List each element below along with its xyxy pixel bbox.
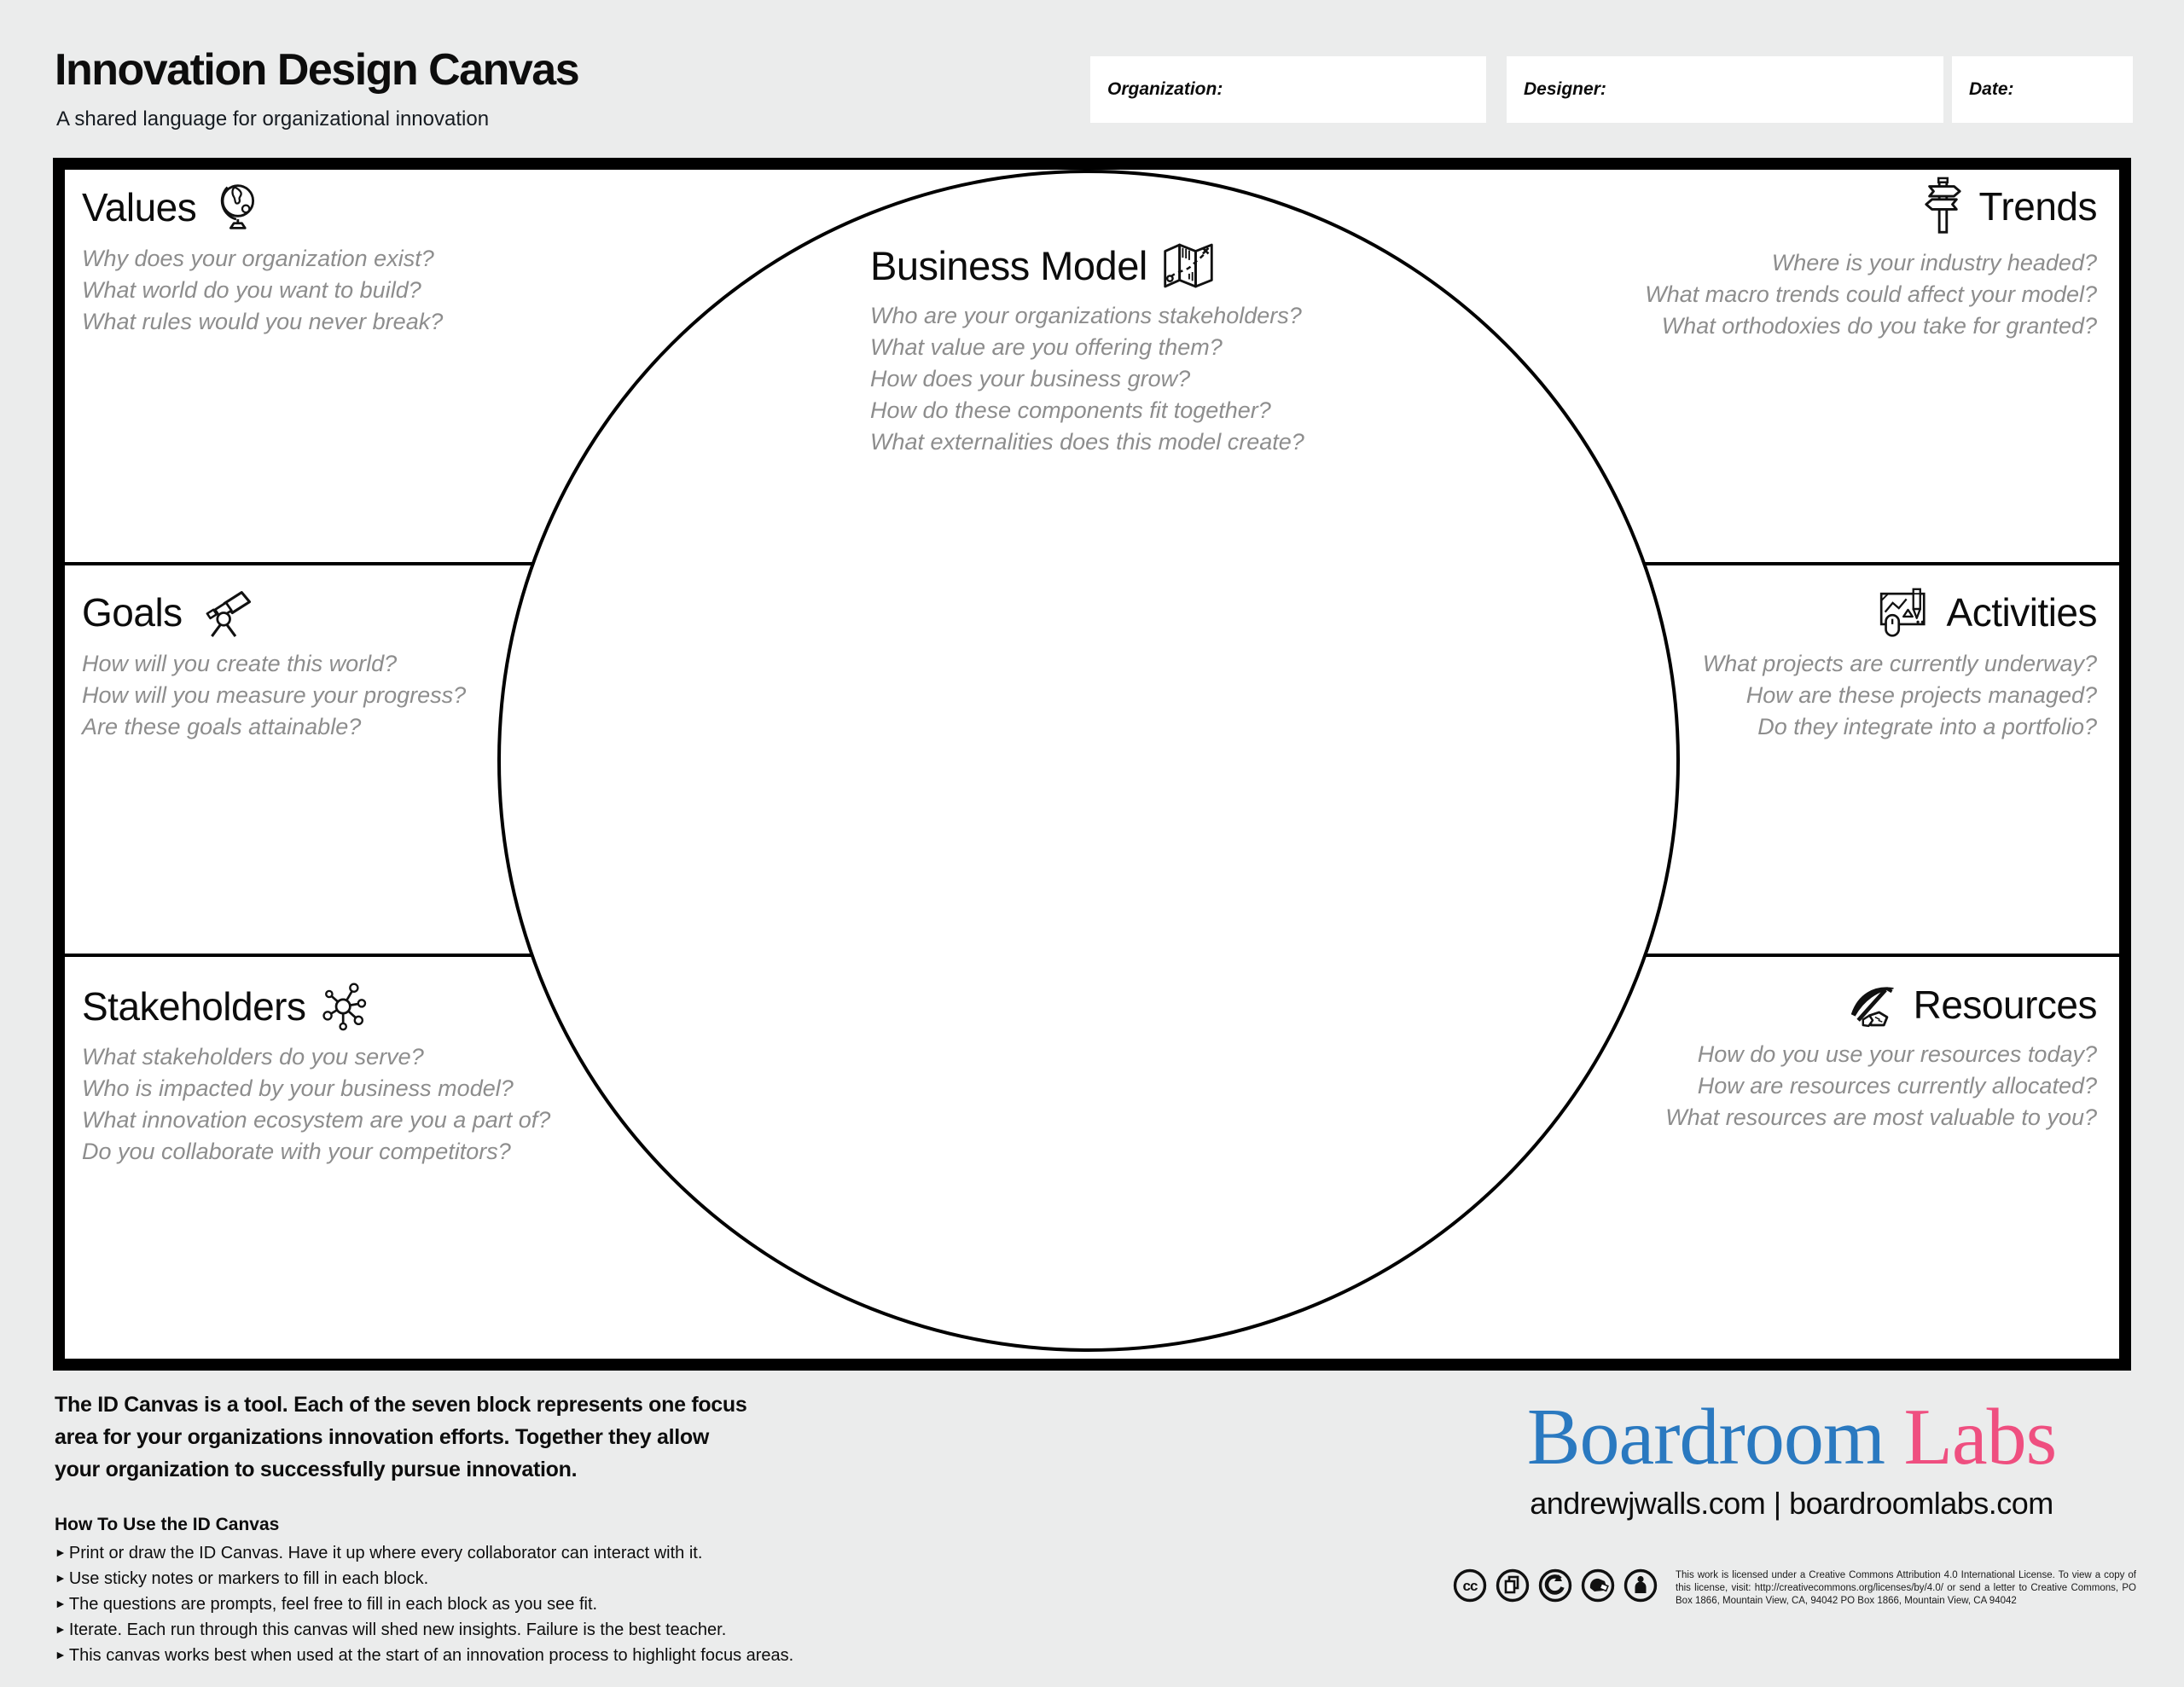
activities-title: Activities bbox=[1946, 590, 2097, 635]
page-subtitle: A shared language for organizational innovation bbox=[56, 107, 490, 130]
howto-item: ► Iterate. Each run through this canvas will shed new insights. Failure is the best teacher. bbox=[55, 1620, 727, 1639]
organization-label: Organization: bbox=[1107, 79, 1223, 99]
redo-arrow-icon bbox=[1537, 1568, 1573, 1603]
cc-icon bbox=[1452, 1568, 1488, 1603]
license-text: This work is licensed under a Creative Commons Attribution 4.0 International License. To view a copy of this license, visit: http://creativecommons.org/licenses/by/4.0/ or send a letter to Creative Commons, PO Box 1866, Mountain View, CA, 94042 PO Box 1866, Mountain View, CA 94042 bbox=[1676, 1570, 2136, 1606]
brand-logo bbox=[1442, 1393, 2141, 1481]
designer-field[interactable] bbox=[1507, 56, 1943, 123]
question-text: What externalities does this model create? bbox=[870, 429, 1304, 455]
signpost-icon bbox=[1920, 177, 1966, 237]
question-text: Do you collaborate with your competitors? bbox=[82, 1139, 511, 1164]
copy-icon bbox=[1495, 1568, 1531, 1603]
question-text: How will you measure your progress? bbox=[82, 682, 467, 708]
brand-domains: andrewjwalls.com | boardroomlabs.com bbox=[1530, 1485, 2053, 1521]
intro-line: area for your organizations innovation efforts. Together they allow bbox=[55, 1425, 710, 1449]
question-text: Who is impacted by your business model? bbox=[82, 1075, 514, 1101]
stakeholders-title: Stakeholders bbox=[82, 983, 306, 1029]
license-icons bbox=[1452, 1568, 1658, 1603]
canvas-intro-text bbox=[55, 1388, 747, 1486]
question-text: Why does your organization exist? bbox=[82, 246, 434, 271]
goals-block bbox=[82, 588, 466, 743]
pickaxe-icon bbox=[1847, 982, 1900, 1029]
question-text: What projects are currently underway? bbox=[1702, 651, 2097, 676]
values-title: Values bbox=[82, 184, 197, 229]
svg-text:cc: cc bbox=[1462, 1578, 1478, 1594]
question-text: What value are you offering them? bbox=[870, 334, 1223, 360]
innovation-design-canvas bbox=[53, 158, 2131, 1371]
goals-title: Goals bbox=[82, 590, 183, 635]
page-title: Innovation Design Canvas bbox=[55, 45, 579, 95]
remix-icon bbox=[1580, 1568, 1616, 1603]
question-text: What world do you want to build? bbox=[82, 277, 421, 303]
resources-block bbox=[1665, 982, 2097, 1133]
date-field[interactable] bbox=[1952, 56, 2133, 123]
triangle-bullet-icon: ► bbox=[55, 1571, 67, 1585]
question-text: How will you create this world? bbox=[82, 651, 398, 676]
trends-title: Trends bbox=[1978, 184, 2097, 229]
business-model-title: Business Model bbox=[870, 242, 1147, 288]
brand-name-primary: Boardroom bbox=[1526, 1393, 1885, 1481]
designer-label: Designer: bbox=[1524, 79, 1606, 99]
howto-title: How To Use the ID Canvas bbox=[55, 1515, 280, 1534]
howto-item: ► The questions are prompts, feel free to fill in each block as you see fit. bbox=[55, 1595, 598, 1614]
question-text: What stakeholders do you serve? bbox=[82, 1044, 424, 1070]
question-text: How are resources currently allocated? bbox=[1697, 1073, 2097, 1099]
question-text: What resources are most valuable to you? bbox=[1665, 1104, 2097, 1130]
network-icon bbox=[320, 982, 369, 1031]
howto-item: ► Print or draw the ID Canvas. Have it up where every collaborator can interact with it. bbox=[55, 1544, 703, 1562]
triangle-bullet-icon: ► bbox=[55, 1622, 67, 1636]
question-text: What rules would you never break? bbox=[82, 309, 444, 334]
triangle-bullet-icon: ► bbox=[55, 1545, 67, 1559]
resources-title: Resources bbox=[1913, 983, 2097, 1028]
values-block bbox=[82, 182, 443, 338]
telescope-icon bbox=[196, 588, 254, 638]
howto-list bbox=[55, 1540, 793, 1668]
brand-name-secondary: Labs bbox=[1903, 1393, 2057, 1481]
stakeholders-block bbox=[82, 982, 550, 1168]
intro-line: The ID Canvas is a tool. Each of the seven block represents one focus bbox=[55, 1393, 747, 1417]
date-label: Date: bbox=[1969, 79, 2014, 99]
triangle-bullet-icon: ► bbox=[55, 1597, 67, 1610]
activities-block bbox=[1703, 588, 2097, 743]
howto-item: ► Use sticky notes or markers to fill in each block. bbox=[55, 1569, 429, 1588]
map-icon bbox=[1161, 241, 1216, 290]
question-text: How are these projects managed? bbox=[1745, 682, 2097, 708]
question-text: What orthodoxies do you take for granted? bbox=[1661, 313, 2097, 339]
trends-block bbox=[1645, 177, 2097, 342]
question-text: What innovation ecosystem are you a part of? bbox=[82, 1107, 551, 1133]
question-text: Who are your organizations stakeholders? bbox=[870, 303, 1302, 328]
question-text: Are these goals attainable? bbox=[82, 714, 362, 739]
question-text: Do they integrate into a portfolio? bbox=[1757, 714, 2097, 739]
organization-field[interactable] bbox=[1090, 56, 1486, 123]
business-model-block bbox=[870, 241, 1304, 458]
question-text: How do these components fit together? bbox=[870, 397, 1271, 423]
attribution-icon bbox=[1623, 1568, 1658, 1603]
question-text: How does your business grow? bbox=[870, 366, 1191, 391]
question-text: What macro trends could affect your model? bbox=[1645, 281, 2097, 307]
whiteboard-icon bbox=[1875, 588, 1933, 638]
question-text: How do you use your resources today? bbox=[1697, 1041, 2097, 1067]
globe-icon bbox=[210, 182, 261, 233]
triangle-bullet-icon: ► bbox=[55, 1648, 67, 1661]
intro-line: your organization to successfully pursue innovation. bbox=[55, 1458, 578, 1481]
question-text: Where is your industry headed? bbox=[1771, 250, 2097, 275]
brand-block bbox=[1442, 1393, 2141, 1522]
howto-item: ► This canvas works best when used at the start of an innovation process to highlight focus areas. bbox=[55, 1646, 794, 1665]
